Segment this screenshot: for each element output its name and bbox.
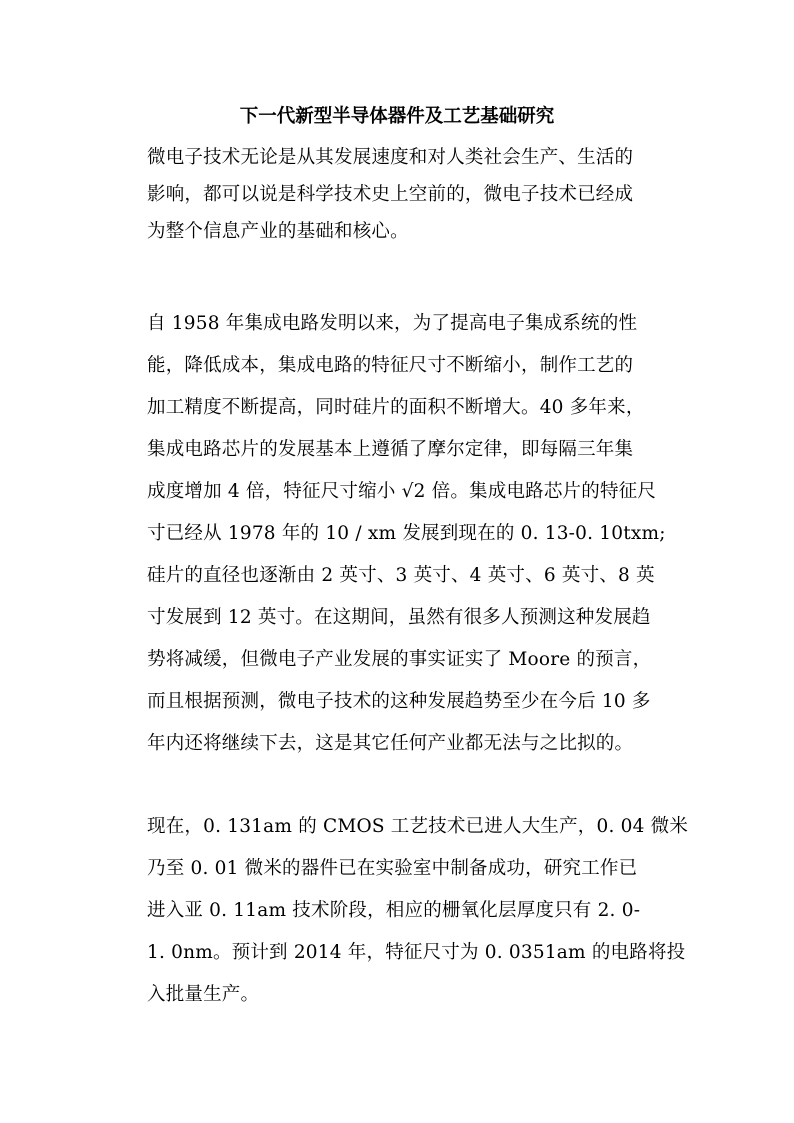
paragraph-3-line-3: 进入亚 0. 11am 技术阶段，相应的栅氧化层厚度只有 2. 0- [147,900,641,921]
paragraph-2-line-7: 硅片的直径也逐渐由 2 英寸、3 英寸、4 英寸、6 英寸、8 英 [147,565,655,586]
paragraph-3-line-2: 乃至 0. 01 微米的器件已在实验室中制备成功，研究工作已 [147,858,638,879]
paragraph-3-line-5: 入批量生产。 [147,984,260,1005]
document-title: 下一代新型半导体器件及工艺基础研究 [239,106,555,127]
paragraph-2-line-1: 自 1958 年集成电路发明以来，为了提高电子集成系统的性 [147,313,638,334]
paragraph-2-line-5: 成度增加 4 倍，特征尺寸缩小 √2 倍。集成电路芯片的特征尺 [147,481,657,502]
paragraph-3-line-1: 现在，0. 131am 的 CMOS 工艺技术已进人大生产，0. 04 微米 [147,816,689,837]
paragraph-2-line-8: 寸发展到 12 英寸。在这期间，虽然有很多人预测这种发展趋 [147,607,651,628]
paragraph-2-line-3: 加工精度不断提高，同时硅片的面积不断增大。40 多年来， [147,397,645,418]
paragraph-1-line-3: 为整个信息产业的基础和核心。 [147,221,409,242]
paragraph-2-line-4: 集成电路芯片的发展基本上遵循了摩尔定律，即每隔三年集 [147,439,634,460]
paragraph-3-line-4: 1. 0nm。预计到 2014 年，特征尺寸为 0. 0351am 的电路将投 [147,942,686,963]
paragraph-2-line-6: 寸已经从 1978 年的 10 / xm 发展到现在的 0. 13-0. 10txm; [147,523,666,544]
paragraph-2-line-11: 年内还将继续下去，这是其它任何产业都无法与之比拟的。 [147,733,634,754]
paragraph-1-line-1: 微电子技术无论是从其发展速度和对人类社会生产、生活的 [147,147,634,168]
paragraph-2-line-10: 而且根据预测，微电子技术的这种发展趋势至少在今后 10 多 [147,691,651,712]
paragraph-2-line-2: 能，降低成本，集成电路的特征尺寸不断缩小，制作工艺的 [147,355,634,376]
paragraph-2-line-9: 势将减缓，但微电子产业发展的事实证实了 Moore 的预言， [147,649,652,670]
paragraph-1-line-2: 影响，都可以说是科学技术史上空前的，微电子技术已经成 [147,184,634,205]
